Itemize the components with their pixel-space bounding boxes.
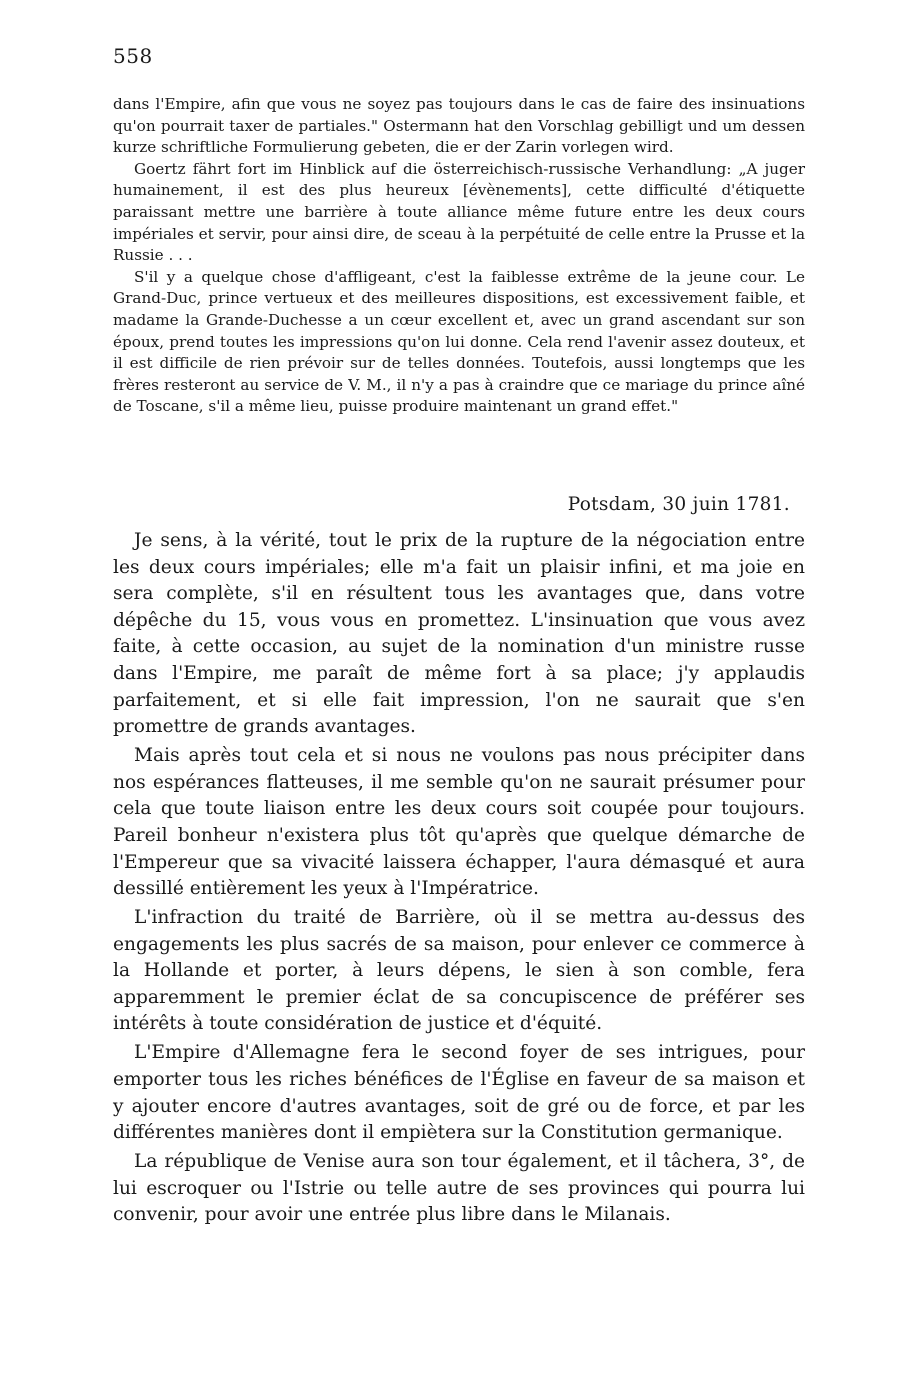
body-paragraph: Mais après tout cela et si nous ne voulons pas nous précipiter dans nos espérances flatteuses, il me semble qu'on ne saurait présumer pour cela que toute liaison entre les deux cours soit coupée pour toujours. Pareil bonheur n'existera plus tôt qu'après que quelque démarche de l'Empereur que sa vivacité laissera échapper, l'aura démasqué et aura dessillé entièrement les yeux à l'Impératrice. bbox=[113, 745, 805, 900]
letter-body bbox=[113, 528, 805, 1231]
body-paragraph: L'Empire d'Allemagne fera le second foyer de ses intrigues, pour emporter tous les riches bénéfices de l'Église en faveur de sa maison et y ajouter encore d'autres avantages, soit de gré ou de force, et par les différentes manières dont il empiètera sur la Constitution germanique. bbox=[113, 1042, 805, 1144]
body-paragraph: L'infraction du traité de Barrière, où il se mettra au-dessus des engagements les plus sacrés de sa maison, pour enlever ce commerce à la Hollande et porter, à leurs dépens, le sien à son comble, fera apparemment le premier éclat de sa concupiscence de préférer ses intérêts à toute considération de justice et d'équité. bbox=[113, 907, 805, 1035]
note-paragraph: dans l'Empire, afin que vous ne soyez pas toujours dans le cas de faire des insinuations qu'on pourrait taxer de partiales." Ostermann hat den Vorschlag gebilligt und um dessen kurze schriftliche Formulierung gebeten, die er der Zarin vorlegen wird. bbox=[113, 95, 805, 157]
footnote-block bbox=[113, 94, 805, 418]
body-paragraph: Je sens, à la vérité, tout le prix de la rupture de la négociation entre les deux cours impériales; elle m'a fait un plaisir infini, et ma joie en sera complète, s'il en résultent tous les avantages que, dans votre dépêche du 15, vous vous en promettez. L'insinuation que vous avez faite, à cette occasion, au sujet de la nomination d'un ministre russe dans l'Empire, me paraît de même fort à sa place; j'y applaudis parfaitement, et si elle fait impression, l'on ne saurait que s'en promettre de grands avantages. bbox=[113, 530, 805, 738]
body-paragraph: La république de Venise aura son tour également, et il tâchera, 3°, de lui escroquer ou l'Istrie ou telle autre de ses provinces qui pourra lui convenir, pour avoir une entrée plus libre dans le Milanais. bbox=[113, 1151, 805, 1226]
note-paragraph: S'il y a quelque chose d'affligeant, c'est la faiblesse extrême de la jeune cour. Le Grand-Duc, prince vertueux et des meilleures dispositions, est excessivement faible, et madame la Grande-Duchesse a un cœur excellent et, avec un grand ascendant sur son époux, prend toutes les impressions qu'on lui donne. Cela rend l'avenir assez douteux, et il est difficile de rien prévoir sur de telles données. Toutefois, aussi longtemps que les frères resteront au service de V. M., il n'y a pas à craindre que ce mariage du prince aîné de Toscane, s'il a même lieu, puisse produire maintenant un grand effet." bbox=[113, 267, 805, 416]
page-number: 558 bbox=[113, 44, 153, 68]
letter-dateline: Potsdam, 30 juin 1781. bbox=[567, 494, 790, 515]
note-paragraph: Goertz fährt fort im Hinblick auf die österreichisch-russische Verhandlung: „A juger humainement, il est des plus heureux [évènements], cette difficulté d'étiquette paraissant mettre une barrière à toute alliance même future entre les deux cours impériales et servir, pour ainsi dire, de sceau à la perpétuité de celle entre la Prusse et la Russie . . . bbox=[113, 159, 805, 265]
